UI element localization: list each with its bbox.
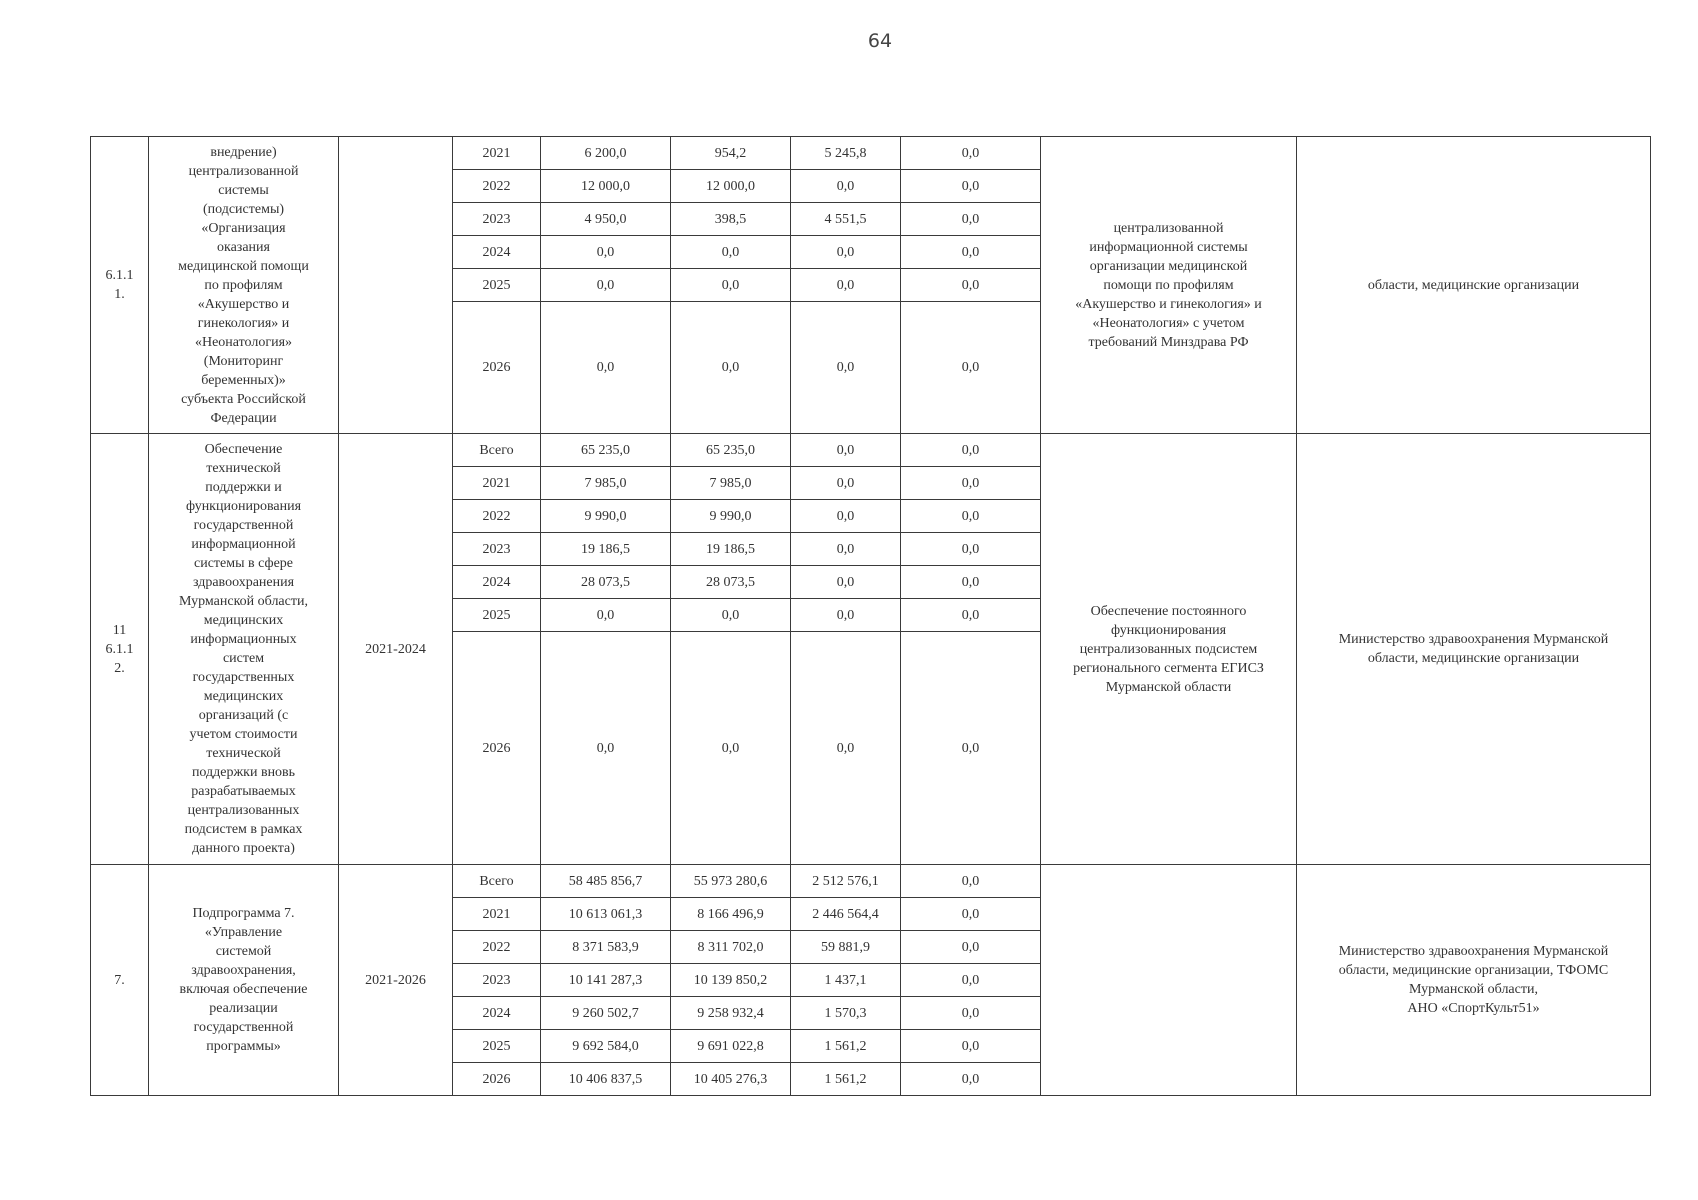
value-cell: 0,0 [901,997,1041,1030]
value-cell: 0,0 [671,269,791,302]
executor-cell: области, медицинские организации [1297,137,1651,434]
value-cell: 0,0 [901,170,1041,203]
value-cell: 0,0 [901,533,1041,566]
value-cell: 0,0 [791,170,901,203]
value-cell: 0,0 [901,599,1041,632]
value-cell: 0,0 [901,302,1041,434]
value-cell: 4 551,5 [791,203,901,236]
value-cell: 7 985,0 [671,467,791,500]
executor-cell: Министерство здравоохранения Мурманской области, медицинские организации, ТФОМС Мурманской области, АНО «СпортКульт51» [1297,865,1651,1096]
value-cell: 1 570,3 [791,997,901,1030]
value-cell: 0,0 [671,632,791,865]
total-cell: 9 260 502,7 [541,997,671,1030]
year-cell: 2024 [453,236,541,269]
year-cell: 2026 [453,302,541,434]
total-cell: 19 186,5 [541,533,671,566]
value-cell: 1 561,2 [791,1063,901,1096]
year-cell: 2026 [453,1063,541,1096]
value-cell: 0,0 [901,269,1041,302]
year-cell: 2021 [453,467,541,500]
value-cell: 0,0 [901,236,1041,269]
period-cell: 2021-2024 [339,434,453,865]
total-cell: 12 000,0 [541,170,671,203]
value-cell: 0,0 [901,898,1041,931]
year-cell: 2025 [453,269,541,302]
total-cell: 58 485 856,7 [541,865,671,898]
total-cell: 7 985,0 [541,467,671,500]
year-cell: 2024 [453,566,541,599]
period-cell: 2021-2026 [339,865,453,1096]
value-cell: 5 245,8 [791,137,901,170]
value-cell: 2 446 564,4 [791,898,901,931]
program-table-body [91,137,1651,1096]
value-cell: 2 512 576,1 [791,865,901,898]
value-cell: 8 311 702,0 [671,931,791,964]
value-cell: 0,0 [901,500,1041,533]
table-row [91,865,1651,898]
value-cell: 0,0 [671,302,791,434]
table-row [91,137,1651,170]
result-cell: централизованной информационной системы организации медицинской помощи по профилям «Акушерство и гинекология» и «Неонатология» с учетом требований Минздрава РФ [1041,137,1297,434]
table-row [91,434,1651,467]
value-cell: 65 235,0 [671,434,791,467]
value-cell: 0,0 [901,964,1041,997]
value-cell: 10 405 276,3 [671,1063,791,1096]
total-cell: 65 235,0 [541,434,671,467]
value-cell: 8 166 496,9 [671,898,791,931]
value-cell: 9 990,0 [671,500,791,533]
value-cell: 0,0 [791,566,901,599]
year-cell: 2023 [453,964,541,997]
total-cell: 0,0 [541,269,671,302]
year-cell: 2022 [453,500,541,533]
total-cell: 28 073,5 [541,566,671,599]
value-cell: 0,0 [901,1030,1041,1063]
year-cell: 2022 [453,931,541,964]
result-cell [1041,865,1297,1096]
executor-cell: Министерство здравоохранения Мурманской области, медицинские организации [1297,434,1651,865]
total-cell: 6 200,0 [541,137,671,170]
total-cell: 9 990,0 [541,500,671,533]
event-name-cell: Подпрограмма 7. «Управление системой здравоохранения, включая обеспечение реализации государственной программы» [149,865,339,1096]
value-cell: 0,0 [791,302,901,434]
program-table [90,136,1651,1096]
value-cell: 0,0 [901,865,1041,898]
value-cell: 0,0 [901,434,1041,467]
row-number-cell: 11 6.1.1 2. [91,434,149,865]
value-cell: 1 437,1 [791,964,901,997]
value-cell: 0,0 [791,467,901,500]
value-cell: 0,0 [791,599,901,632]
page-number: 64 [867,30,893,52]
value-cell: 12 000,0 [671,170,791,203]
total-cell: 9 692 584,0 [541,1030,671,1063]
row-number-cell: 7. [91,865,149,1096]
total-cell: 4 950,0 [541,203,671,236]
value-cell: 0,0 [791,533,901,566]
year-cell: 2023 [453,203,541,236]
value-cell: 0,0 [791,236,901,269]
total-cell: 10 406 837,5 [541,1063,671,1096]
value-cell: 59 881,9 [791,931,901,964]
total-cell: 10 613 061,3 [541,898,671,931]
result-cell: Обеспечение постоянного функционирования централизованных подсистем регионального сегмента ЕГИСЗ Мурманской области [1041,434,1297,865]
total-cell: 0,0 [541,236,671,269]
total-cell: 8 371 583,9 [541,931,671,964]
value-cell: 0,0 [791,434,901,467]
row-number-cell: 6.1.1 1. [91,137,149,434]
value-cell: 0,0 [671,236,791,269]
year-cell: 2026 [453,632,541,865]
total-cell: 0,0 [541,599,671,632]
total-cell: 0,0 [541,302,671,434]
value-cell: 954,2 [671,137,791,170]
value-cell: 0,0 [901,137,1041,170]
year-cell: 2021 [453,137,541,170]
year-cell: 2023 [453,533,541,566]
value-cell: 10 139 850,2 [671,964,791,997]
value-cell: 0,0 [901,566,1041,599]
value-cell: 0,0 [901,632,1041,865]
period-cell [339,137,453,434]
year-cell: Всего [453,434,541,467]
value-cell: 0,0 [791,500,901,533]
year-cell: 2025 [453,1030,541,1063]
value-cell: 0,0 [791,269,901,302]
year-cell: 2022 [453,170,541,203]
event-name-cell: Обеспечение технической поддержки и функционирования государственной информационной системы в сфере здравоохранения Мурманской области, медицинских информационных систем государственных медицинских организаций (с учетом стоимости технической поддержки вновь разрабатываемых централизованных подсистем в рамках данного проекта) [149,434,339,865]
value-cell: 9 691 022,8 [671,1030,791,1063]
value-cell: 0,0 [901,1063,1041,1096]
value-cell: 0,0 [671,599,791,632]
year-cell: Всего [453,865,541,898]
value-cell: 19 186,5 [671,533,791,566]
total-cell: 0,0 [541,632,671,865]
value-cell: 28 073,5 [671,566,791,599]
value-cell: 398,5 [671,203,791,236]
year-cell: 2025 [453,599,541,632]
value-cell: 55 973 280,6 [671,865,791,898]
value-cell: 0,0 [901,203,1041,236]
value-cell: 9 258 932,4 [671,997,791,1030]
value-cell: 0,0 [901,467,1041,500]
year-cell: 2021 [453,898,541,931]
year-cell: 2024 [453,997,541,1030]
value-cell: 1 561,2 [791,1030,901,1063]
total-cell: 10 141 287,3 [541,964,671,997]
value-cell: 0,0 [901,931,1041,964]
event-name-cell: внедрение) централизованной системы (подсистемы) «Организация оказания медицинской помощи по профилям «Акушерство и гинекология» и «Неонатология» (Мониторинг беременных)» субъекта Российской Федерации [149,137,339,434]
value-cell: 0,0 [791,632,901,865]
